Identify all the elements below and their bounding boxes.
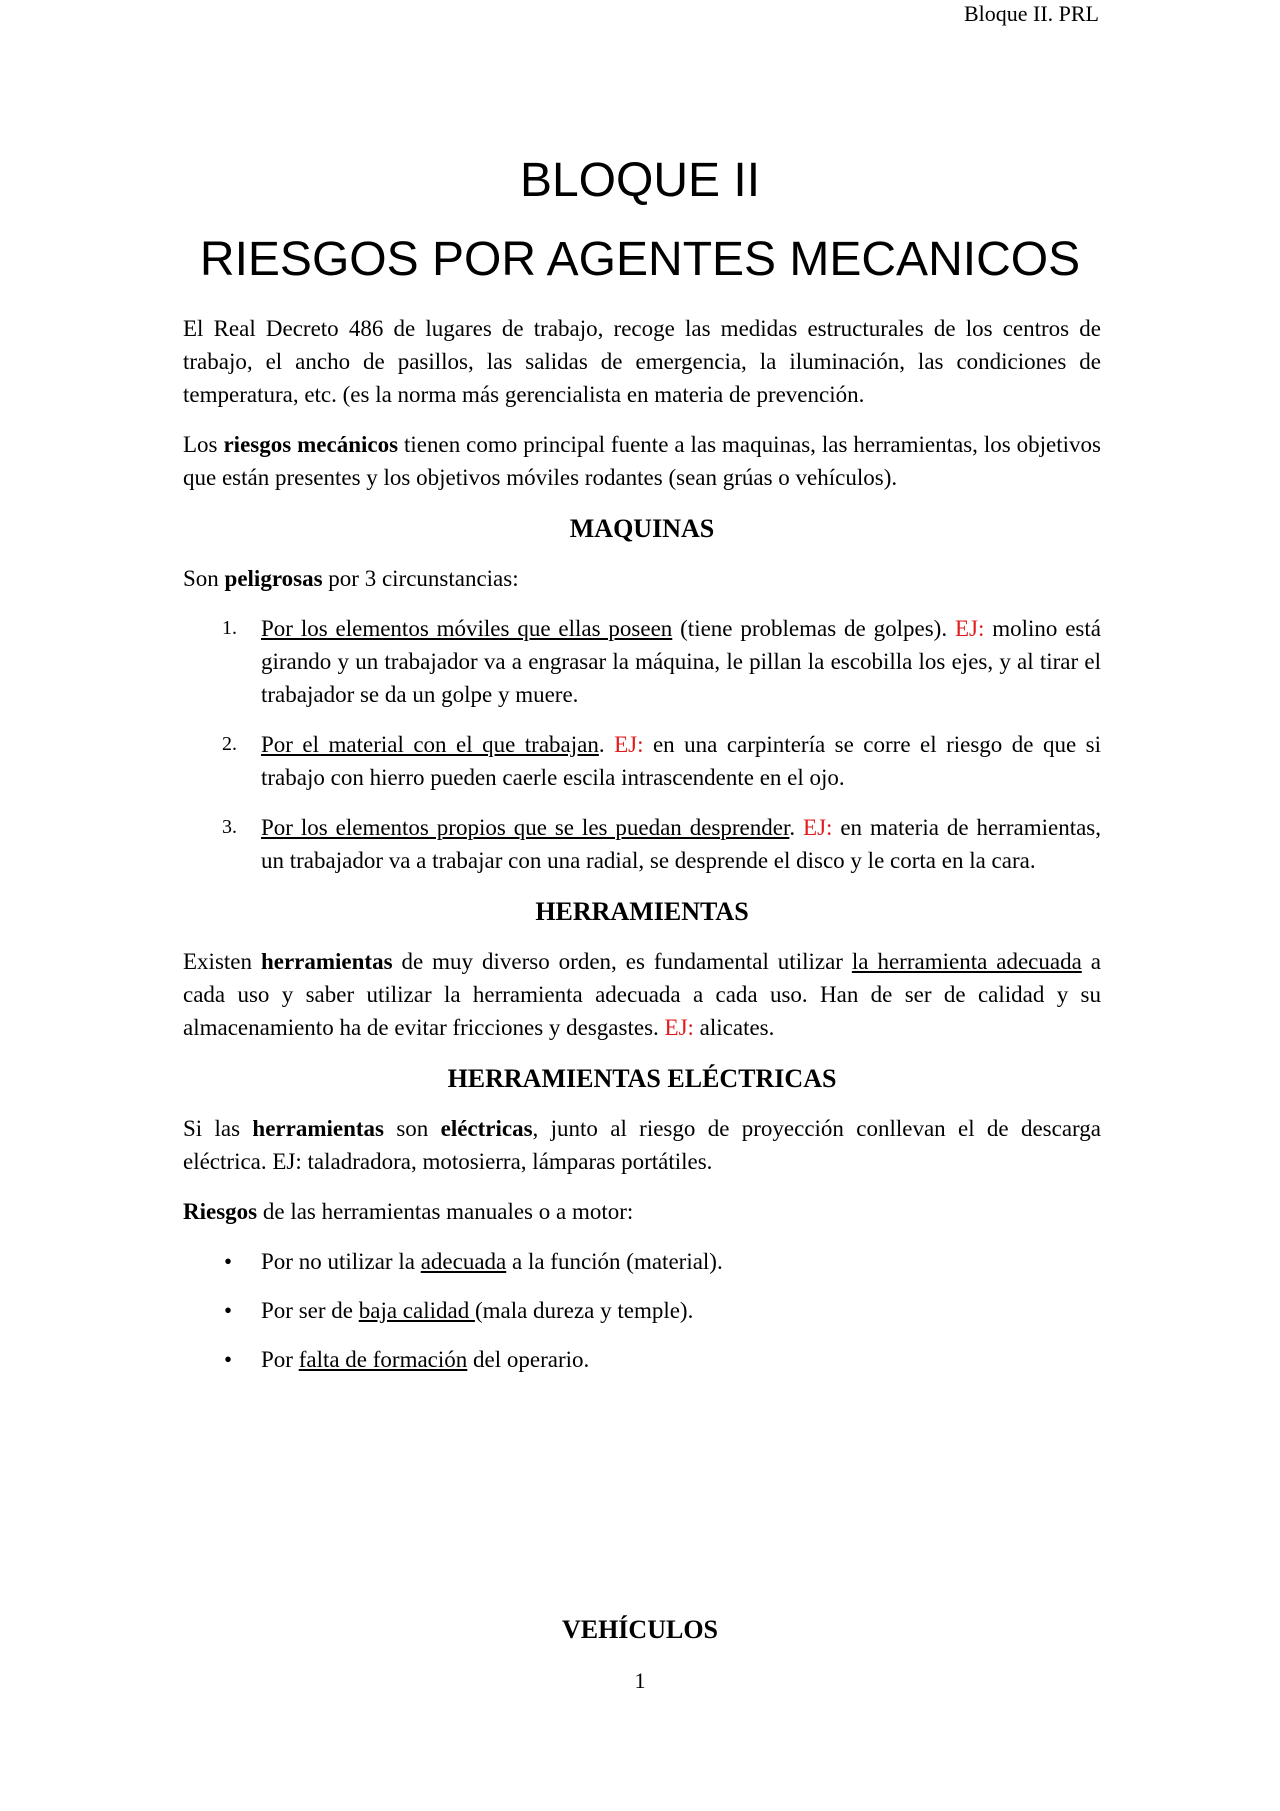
electricas-paragraph	[183, 1112, 1101, 1178]
text-run: , junto al riesgo de proyección conllevan el de descarga eléctrica. EJ: taladradora, motosierra, lámparas portátiles.	[183, 1116, 1102, 1174]
underlined-text: Por los elementos propios que se les puedan desprender	[261, 815, 790, 840]
text-run: molino está girando y un trabajador va a engrasar la máquina, le pillan la escobilla los ejes, y al tirar el trabajador se da un golpe y muere.	[261, 616, 1101, 707]
text-run: de muy diverso orden, es fundamental utilizar	[392, 949, 852, 974]
text-run: a la función (material).	[506, 1249, 723, 1274]
bold-term: herramientas	[252, 1116, 384, 1141]
list-number: 1.	[222, 617, 237, 639]
text-run: del operario.	[467, 1347, 590, 1372]
bold-term: herramientas	[260, 949, 393, 974]
text-run: Son	[183, 566, 225, 591]
text-run: Existen	[183, 949, 261, 974]
bold-term: peligrosas	[224, 566, 323, 591]
text-run: (tiene problemas de golpes).	[672, 616, 955, 641]
underlined-text: la herramienta adecuada	[851, 949, 1082, 974]
bullet-icon: •	[224, 1249, 233, 1274]
text-run: Los	[183, 432, 224, 457]
maquinas-lead	[183, 562, 1101, 595]
list-item	[183, 1245, 1101, 1278]
text-run: a cada uso y saber utilizar la herramienta adecuada a cada uso. Han de ser de calidad y su almacenamiento ha de evitar fricciones y desgastes.	[183, 949, 1101, 1040]
list-item	[183, 1294, 1101, 1327]
text-run: en materia de herramientas, un trabajador va a trabajar con una radial, se desprende el disco y le corta en la cara.	[261, 815, 1101, 873]
text-run: de las herramientas manuales o a motor:	[257, 1199, 634, 1224]
bullet-icon: •	[224, 1298, 233, 1323]
underlined-text: Por el material con el que trabajan	[261, 732, 599, 757]
text-run: Por ser de	[261, 1298, 359, 1323]
example-label: EJ:	[803, 815, 833, 840]
section-heading-electricas: HERRAMIENTAS ELÉCTRICAS	[447, 1064, 837, 1093]
text-run: por 3 circunstancias:	[322, 566, 519, 591]
bold-term: Riesgos	[183, 1199, 258, 1224]
list-number: 3.	[222, 816, 237, 838]
underlined-text: adecuada	[420, 1249, 507, 1274]
text-run: Si las	[183, 1116, 253, 1141]
bold-term: eléctricas	[440, 1116, 533, 1141]
list-item	[183, 728, 1101, 794]
bold-term: riesgos mecánicos	[223, 432, 399, 457]
text-run: tienen como principal fuente a las maquinas, las herramientas, los objetivos que están presentes y los objetivos móviles rodantes (sean grúas o vehículos).	[183, 432, 1101, 490]
text-run: en una carpintería se corre el riesgo de que si trabajo con hierro pueden caerle escila intrascendente en el ojo.	[261, 732, 1101, 790]
list-item	[183, 811, 1101, 877]
herramientas-paragraph	[183, 945, 1101, 1044]
document-title: BLOQUE II	[519, 154, 761, 207]
text-run: .	[789, 815, 804, 840]
text-run: son	[383, 1116, 441, 1141]
page-number: 1	[634, 1668, 646, 1693]
underlined-text: falta de formación	[298, 1347, 468, 1372]
riesgos-list	[183, 1245, 1101, 1376]
intro-paragraph-1: El Real Decreto 486 de lugares de trabajo, recoge las medidas estructurales de los centros de trabajo, el ancho de pasillos, las salidas de emergencia, la iluminación, las condiciones de temperatura, etc. (es la norma más gerencialista en materia de prevención.	[183, 316, 1101, 407]
list-item	[183, 612, 1101, 711]
text-run: (mala dureza y temple).	[474, 1298, 694, 1323]
document-subtitle: RIESGOS POR AGENTES MECANICOS	[199, 233, 1081, 286]
underlined-text: baja calidad	[358, 1298, 475, 1323]
example-label: EJ:	[954, 616, 985, 641]
list-item	[183, 1343, 1101, 1376]
text-run: alicates.	[693, 1015, 775, 1040]
section-heading-herramientas: HERRAMIENTAS	[535, 897, 749, 926]
underlined-text: Por los elementos móviles que ellas poseen	[261, 616, 673, 641]
text-run: .	[598, 732, 615, 757]
section-heading-maquinas: MAQUINAS	[569, 514, 715, 543]
text-run: Por	[261, 1347, 299, 1372]
intro-paragraph-2	[183, 428, 1101, 494]
running-header: Bloque II. PRL	[963, 1, 1099, 26]
section-heading-vehiculos: VEHÍCULOS	[561, 1615, 719, 1644]
maquinas-list	[183, 612, 1101, 877]
example-label: EJ:	[664, 1015, 694, 1040]
list-number: 2.	[222, 733, 237, 755]
example-label: EJ:	[614, 732, 644, 757]
riesgos-lead	[183, 1195, 1101, 1228]
document-body	[183, 312, 1101, 1392]
text-run: Por no utilizar la	[261, 1249, 421, 1274]
bullet-icon: •	[224, 1347, 233, 1372]
